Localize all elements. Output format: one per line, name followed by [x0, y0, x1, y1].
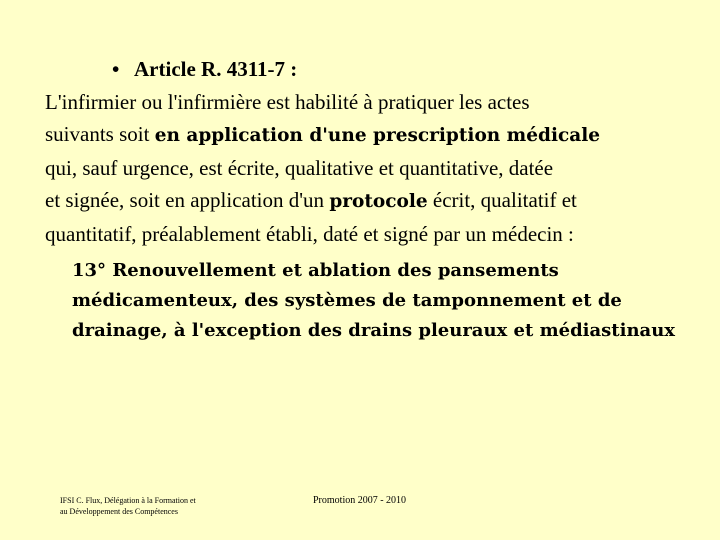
- item-line-2: médicamenteux, des systèmes de tamponnement et de: [72, 290, 622, 311]
- footer-institution-line-2: au Développement des Compétences: [60, 507, 178, 516]
- intro-line-4: [45, 184, 685, 218]
- footer-institution: [60, 495, 196, 517]
- intro-line-2: [45, 118, 685, 152]
- item-line-1: 13° Renouvellement et ablation des pansements: [72, 260, 559, 281]
- item-13: [72, 256, 702, 346]
- intro-line-4-text: et signée, soit en application d'un: [45, 188, 330, 212]
- footer-institution-line-1: IFSI C. Flux, Délégation à la Formation et: [60, 496, 196, 505]
- item-line-3: drainage, à l'exception des drains pleuraux et médiastinaux: [72, 320, 676, 341]
- intro-line-1: L'infirmier ou l'infirmière est habilité à pratiquer les actes: [45, 90, 530, 114]
- intro-line-3: qui, sauf urgence, est écrite, qualitative et quantitative, datée: [45, 156, 554, 180]
- intro-paragraph: [45, 86, 685, 250]
- bullet-icon: •: [112, 57, 120, 81]
- intro-line-2-text: suivants soit: [45, 122, 155, 146]
- article-heading: [112, 56, 297, 82]
- prescription-emphasis: en application d'une prescription médicale: [154, 125, 601, 146]
- intro-line-5: quantitatif, préalablement établi, daté et signé par un médecin :: [45, 222, 574, 246]
- footer-promotion: Promotion 2007 - 2010: [313, 495, 407, 506]
- article-title: Article R. 4311-7 :: [134, 57, 298, 81]
- intro-line-4-end: écrit, qualitatif et: [427, 188, 577, 212]
- protocole-emphasis: protocole: [329, 191, 428, 212]
